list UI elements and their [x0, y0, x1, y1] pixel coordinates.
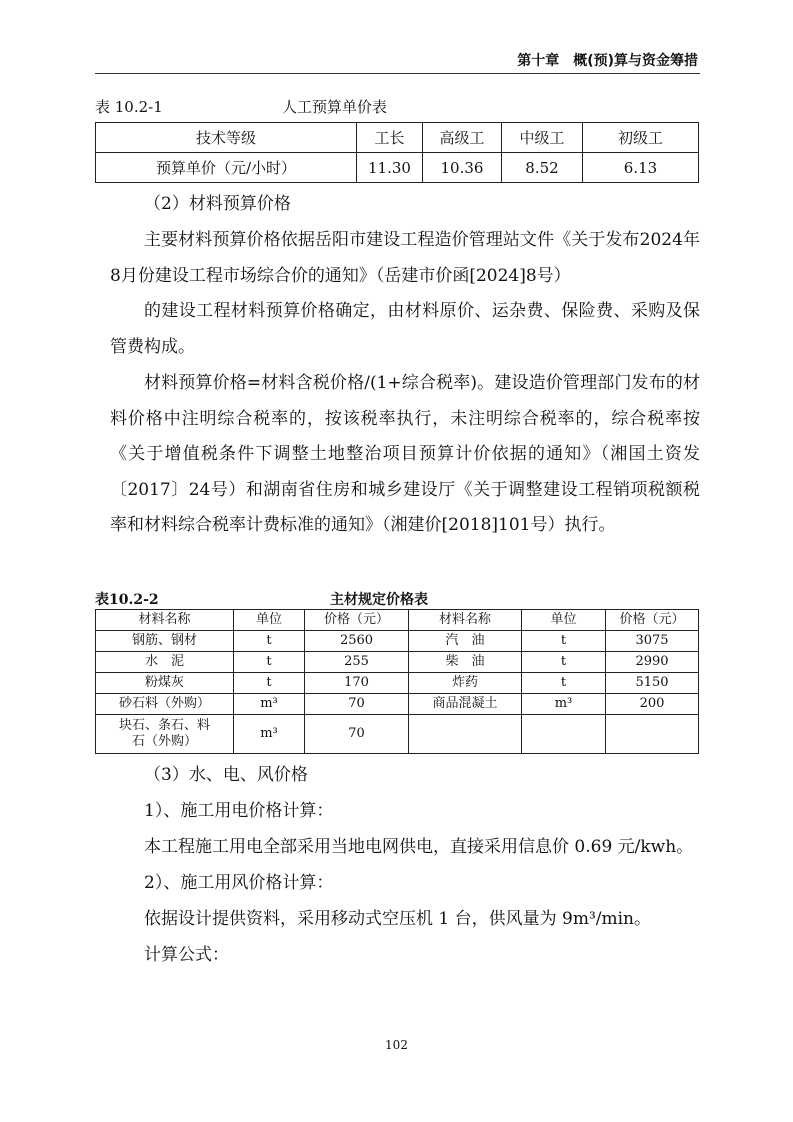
table1-title: 人工预算单价表 — [282, 98, 388, 116]
table-cell: 200 — [606, 694, 699, 715]
paragraph: 计算公式： — [144, 945, 229, 965]
table-cell: m³ — [522, 694, 606, 715]
table-cell: 技术等级 — [96, 123, 357, 153]
table-cell: 2990 — [606, 652, 699, 673]
paragraph: 2）、施工用风价格计算： — [144, 873, 334, 893]
table-cell: 11.30 — [357, 153, 423, 183]
table-cell: 材料名称 — [409, 610, 522, 631]
paragraph: 本工程施工用电全部采用当地电网供电，直接采用信息价 0.69 元/kwh。 — [144, 837, 694, 857]
labor-price-table — [95, 122, 699, 183]
table-cell: 价格（元） — [606, 610, 699, 631]
chapter-header: 第十章 概(预)算与资金筹措 — [517, 53, 698, 69]
table-cell: 170 — [305, 673, 409, 694]
table-row — [96, 673, 699, 694]
paragraph: 材料预算价格=材料含税价格/(1+综合税率)。建设造价管理部门发布的材料价格中注明综合税率的，按该税率执行，未注明综合税率的，综合税率按《关于增值税条件下调整土地整治项目预算计价依据的通知》（湘国土资发〔2017〕24号）和湖南省住房和城乡建设厅《关于调整建设工程销项税额税率和材料综合税率计费标准的通知》（湘建价[2018]101号）执行。 — [110, 373, 700, 535]
table-cell: 6.13 — [583, 153, 699, 183]
section-heading: （3）水、电、风价格 — [144, 765, 308, 785]
table-cell: 高级工 — [423, 123, 502, 153]
page-number: 102 — [385, 1038, 408, 1052]
table2-number: 表10.2-2 — [95, 592, 159, 608]
table-cell: 材料名称 — [96, 610, 234, 631]
table-cell: 单位 — [234, 610, 305, 631]
paragraph: 主要材料预算价格依据岳阳市建设工程造价管理站文件《关于发布2024年8月份建设工程市场综合价的通知》（岳建市价函[2024]8号） — [110, 230, 700, 286]
table-cell: 中级工 — [502, 123, 583, 153]
table-row — [96, 631, 699, 652]
table-row — [96, 694, 699, 715]
table-cell: m³ — [234, 694, 305, 715]
header-divider — [95, 73, 700, 74]
table-cell: t — [522, 673, 606, 694]
table-cell: 炸药 — [409, 673, 522, 694]
paragraph: 1）、施工用电价格计算： — [144, 801, 334, 821]
table-cell: 块石、条石、料石（外购） — [96, 715, 234, 754]
table-header-row — [96, 123, 699, 153]
table-cell — [522, 715, 606, 754]
table-row — [96, 715, 699, 754]
table-cell: 5150 — [606, 673, 699, 694]
table-cell: t — [234, 631, 305, 652]
table-cell: 钢筋、钢材 — [96, 631, 234, 652]
material-price-table — [95, 609, 699, 754]
table1-number: 表 10.2-1 — [95, 98, 163, 116]
table-cell: 初级工 — [583, 123, 699, 153]
table2-title: 主材规定价格表 — [330, 592, 428, 608]
table-cell: 价格（元） — [305, 610, 409, 631]
table-cell: t — [234, 673, 305, 694]
paragraph: 的建设工程材料预算价格确定，由材料原价、运杂费、保险费、采购及保管费构成。 — [110, 301, 700, 357]
table-cell — [409, 715, 522, 754]
table-cell: 商品混凝土 — [409, 694, 522, 715]
table-cell: 柴 油 — [409, 652, 522, 673]
table-cell: 2560 — [305, 631, 409, 652]
table-cell: t — [522, 631, 606, 652]
table-cell: 水 泥 — [96, 652, 234, 673]
table-cell: 预算单价（元/小时） — [96, 153, 357, 183]
table-cell: 70 — [305, 694, 409, 715]
table-cell: 粉煤灰 — [96, 673, 234, 694]
table-cell: 255 — [305, 652, 409, 673]
table-row — [96, 652, 699, 673]
table-cell: 3075 — [606, 631, 699, 652]
table-cell: t — [522, 652, 606, 673]
paragraph: （2）材料预算价格 — [144, 194, 291, 214]
table-cell: 单位 — [522, 610, 606, 631]
table-row — [96, 153, 699, 183]
table-cell: 70 — [305, 715, 409, 754]
table-cell: 10.36 — [423, 153, 502, 183]
table-cell: 汽 油 — [409, 631, 522, 652]
table-header-row — [96, 610, 699, 631]
table-cell: t — [234, 652, 305, 673]
paragraph: 依据设计提供资料，采用移动式空压机 1 台，供风量为 9m³/min。 — [144, 909, 652, 929]
table-cell: 砂石料（外购） — [96, 694, 234, 715]
table-cell: 8.52 — [502, 153, 583, 183]
table-cell: m³ — [234, 715, 305, 754]
table-cell: 工长 — [357, 123, 423, 153]
table-cell — [606, 715, 699, 754]
